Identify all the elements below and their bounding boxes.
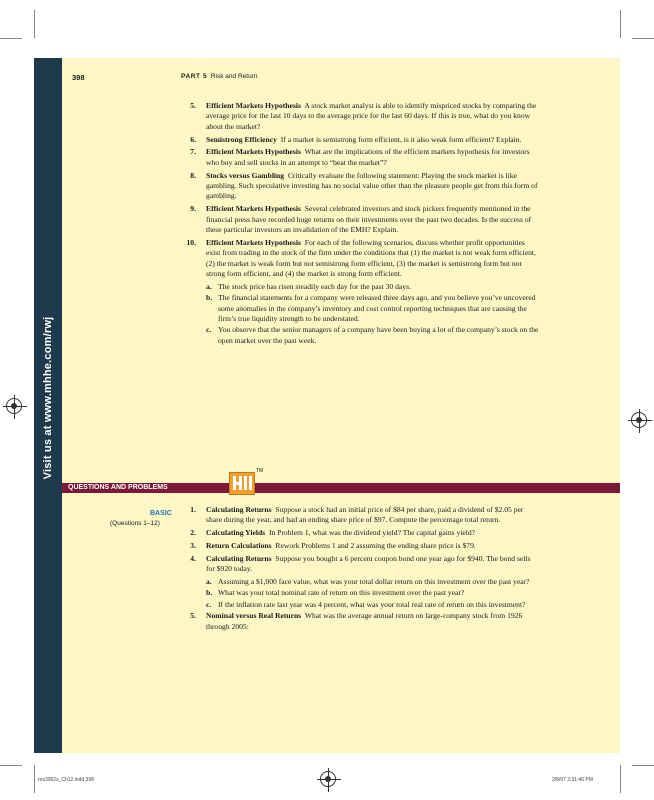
question-item [181, 204, 541, 235]
question-text: Several celebrated investors and stock pickers frequently mentioned in the financial press have recorded huge returns on their investments over the past two decades. Is the success of these particular investors an invalidation of the EMH? Explain. [206, 204, 532, 235]
sub-question-text: Assuming a $1,000 face value, what was your total dollar return on this investment over the past year? [218, 577, 530, 586]
question-title: Efficient Markets Hypothesis [206, 101, 301, 110]
question-text: What are the implications of the efficient markets hypothesis for investors who buy and sell stocks in an attempt to “beat the market”? [206, 147, 530, 167]
registration-mark-dot [11, 403, 17, 409]
problem-item [181, 505, 541, 526]
sub-question [181, 600, 541, 610]
problem-text: Rework Problems 1 and 2 assuming the ending share price is $79. [275, 541, 476, 550]
logo-shape [244, 476, 247, 490]
sub-question-text: If the inflation rate last year was 4 percent, what was your total real rate of return on this investment? [218, 599, 526, 609]
problem-item [181, 554, 541, 575]
crop-mark [34, 765, 35, 793]
page-number: 398 [72, 73, 85, 82]
sidebar-url-text: Visit us at www.mhhe.com/rwj [42, 316, 54, 480]
sub-question [181, 588, 541, 598]
question-title: Efficient Markets Hypothesis [206, 204, 301, 214]
problem-title: Calculating Returns [206, 553, 272, 563]
sub-question [181, 325, 541, 346]
question-number: 9. [190, 204, 196, 214]
crop-mark [34, 10, 35, 38]
question-number: 6. [190, 134, 196, 144]
concept-questions [181, 101, 541, 347]
level-label: BASIC [150, 510, 172, 517]
registration-mark-dot [636, 417, 642, 423]
crop-mark [0, 765, 22, 766]
problem-text: Suppose you bought a 6 percent coupon bond one year ago for $940. The bond sells for $920 today. [206, 553, 531, 574]
sub-question-letter: b. [206, 293, 213, 303]
problem-number: 4. [190, 553, 196, 563]
question-text: Critically evaluate the following statement: Playing the stock market is like gambling. Such speculative investing has no social value other than the pleasure people get from this form of gambling. [206, 170, 538, 201]
trademark-symbol: TM [256, 468, 264, 474]
running-head-part: PART 5 [181, 73, 208, 80]
question-item [181, 101, 541, 132]
sub-question-letter: a. [206, 577, 212, 586]
question-title: Efficient Markets Hypothesis [206, 237, 301, 247]
problem-title: Return Calculations [206, 541, 272, 550]
question-title: Stocks versus Gambling [206, 170, 285, 180]
problem-text: In Problem 1, what was the dividend yield? The capital gains yield? [268, 528, 476, 538]
question-number: 7. [190, 147, 196, 157]
problem-number: 3. [190, 541, 196, 550]
problem-item [181, 528, 541, 538]
running-head [181, 73, 257, 80]
logo-shape [249, 476, 252, 490]
question-item [181, 135, 541, 145]
sub-question-letter: c. [206, 325, 212, 335]
question-number: 10. [186, 237, 196, 247]
sub-question [181, 282, 541, 292]
registration-mark [631, 412, 647, 428]
question-number: 5. [190, 101, 196, 110]
registration-mark [320, 771, 336, 787]
question-title: Semistrong Efficiency [206, 134, 277, 144]
sub-question-letter: b. [206, 588, 213, 598]
footer-file-info: ros3062x_Ch12.indd 398 [38, 777, 94, 783]
registration-mark-dot [325, 776, 331, 782]
problem-number: 2. [190, 528, 196, 538]
level-range: (Questions 1–12) [110, 520, 160, 527]
question-text: For each of the following scenarios, discuss whether profit opportunities exist from trading in the stock of the firm under the conditions that (1) the market is not weak form efficient, (2) the market is weak form but not semistrong form efficient, (3) the market is semistrong form but not strong form efficient, and (4) the market is strong form efficient. [206, 237, 536, 279]
question-number: 8. [190, 170, 196, 180]
question-text: A stock market analyst is able to identify mispriced stocks by comparing the average price for the last 10 days to the average price for the last 60 days. If this is true, what do you know about the market? [206, 101, 537, 131]
question-item [181, 147, 541, 168]
registration-mark [6, 398, 22, 414]
question-text: If a market is semistrong form efficient, is it also weak form efficient? Explain. [280, 134, 522, 144]
problem-number: 1. [190, 505, 196, 514]
sub-question-letter: c. [206, 599, 212, 609]
crop-mark [632, 765, 654, 766]
sub-question-text: You observe that the senior managers of a company have been buying a lot of the company’s stock on the open market over the past week. [218, 325, 539, 345]
problem-text: What was the average annual return on large-company stock from 1926 through 2005: [206, 611, 523, 631]
footer-timestamp: 2/8/07 2:31:46 PM [552, 777, 593, 783]
running-head-title: Risk and Return [210, 73, 258, 80]
question-title: Efficient Markets Hypothesis [206, 147, 301, 157]
section-banner-title: QUESTIONS AND PROBLEMS [68, 484, 168, 491]
problem-item [181, 541, 541, 551]
logo-shape [239, 476, 242, 490]
problem-text: Suppose a stock had an initial price of $84 per share, paid a dividend of $2.05 per share during the year, and had an ending share price of $97. Compute the percentage total return. [206, 505, 524, 525]
problem-title: Calculating Returns [206, 505, 272, 514]
homework-manager-logo [229, 472, 255, 495]
question-item [181, 238, 541, 280]
problems-list [181, 505, 541, 634]
crop-mark [620, 765, 621, 793]
sub-question-letter: a. [206, 281, 212, 291]
sub-question [181, 293, 541, 324]
sub-question-text: The stock price has risen steadily each day for the past 30 days. [218, 281, 411, 291]
sub-question-text: The financial statements for a company were released three days ago, and you believe you’ve uncovered some anomalies in the company’s inventory and cost control reporting techniques that are causing the firm’s true liquidity strength to be understated. [218, 293, 536, 324]
problem-number: 5. [190, 611, 196, 621]
crop-mark [0, 38, 22, 39]
question-item [181, 171, 541, 202]
crop-mark [632, 38, 654, 39]
sub-question [181, 577, 541, 587]
crop-mark [620, 10, 621, 38]
problem-item [181, 611, 541, 632]
sub-question-text: What was your total nominal rate of return on this investment over the past year? [218, 588, 465, 598]
problem-title: Calculating Yields [206, 528, 266, 538]
problem-title: Nominal versus Real Returns [206, 611, 302, 621]
